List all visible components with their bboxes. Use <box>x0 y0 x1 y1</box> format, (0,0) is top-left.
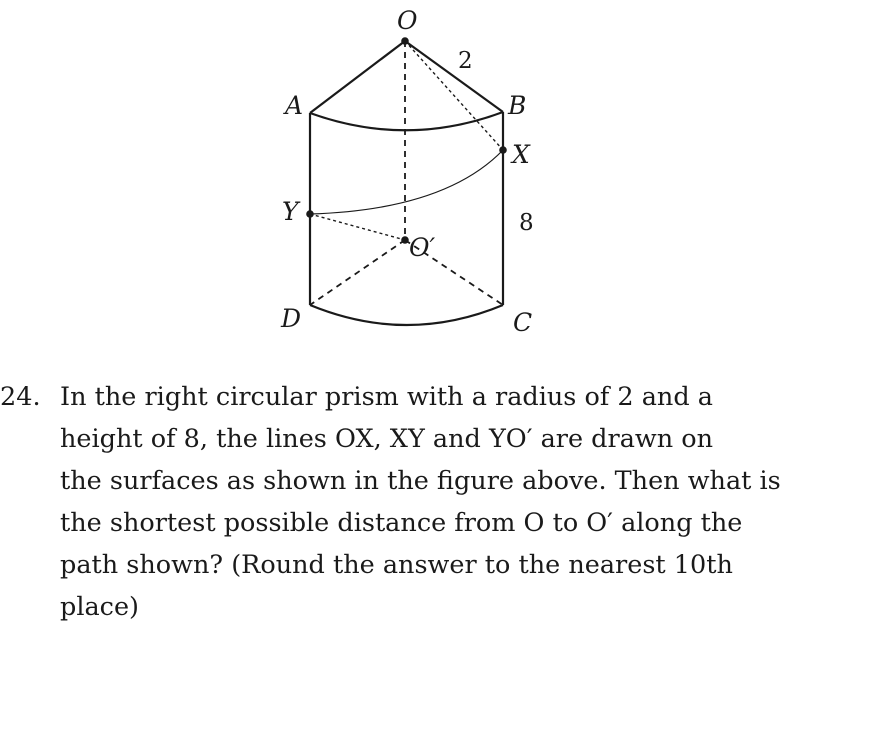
dimension-radius: 2 <box>458 48 473 74</box>
label-X: X <box>512 140 530 169</box>
point-Y <box>306 210 314 218</box>
arc-DC <box>310 305 503 325</box>
path-YO-prime <box>310 214 405 240</box>
label-C: C <box>513 308 533 337</box>
label-O: O <box>397 6 418 35</box>
point-X <box>499 146 507 154</box>
label-D: D <box>281 304 302 333</box>
label-O-prime: O′ <box>409 233 436 262</box>
point-O-prime <box>401 236 409 244</box>
path-OX <box>405 41 503 150</box>
path-XY <box>310 150 503 214</box>
problem-line-3: the surfaces as shown in the figure above. Then what is <box>60 466 781 496</box>
problem-line-1: In the right circular prism with a radius of 2 and a <box>60 382 713 412</box>
dimension-height: 8 <box>519 210 534 236</box>
label-Y: Y <box>282 197 299 226</box>
problem-number: 24. <box>0 382 41 412</box>
problem-line-2: height of 8, the lines OX, XY and YO′ are drawn on <box>60 424 714 454</box>
prism-figure <box>0 0 892 370</box>
radius-O-prime-D <box>310 240 405 305</box>
edge-OB <box>405 41 503 112</box>
problem-line-6: place) <box>60 592 140 622</box>
point-O <box>401 37 409 45</box>
label-B: B <box>508 91 527 120</box>
label-A: A <box>285 91 304 120</box>
edge-OA <box>310 41 405 113</box>
arc-AB <box>310 112 503 130</box>
problem-line-5: path shown? (Round the answer to the nearest 10th <box>60 550 733 580</box>
problem-line-4: the shortest possible distance from O to O′ along the <box>60 508 743 538</box>
